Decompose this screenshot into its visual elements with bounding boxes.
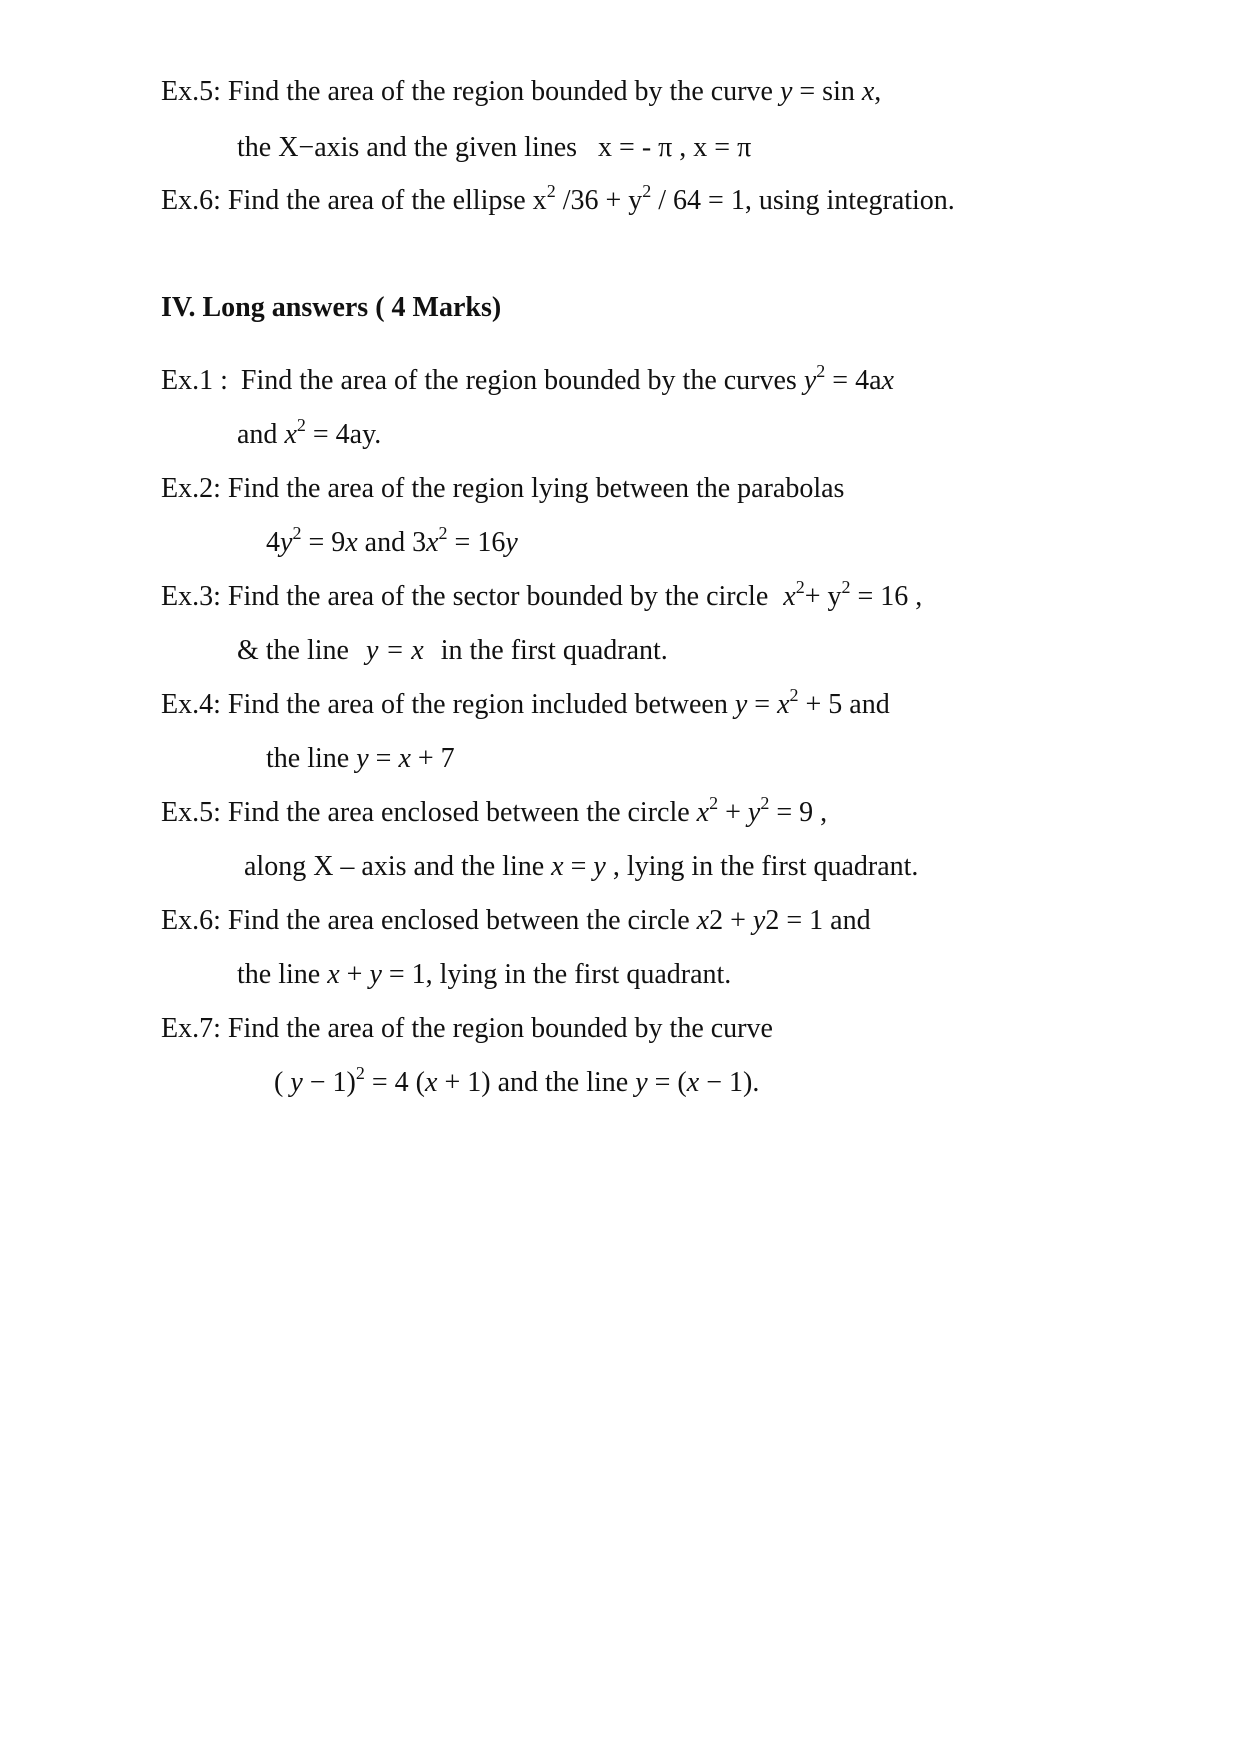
math-text: (: [274, 1067, 291, 1098]
math-text: the line: [237, 959, 328, 990]
math-var: y: [752, 905, 766, 936]
superscript: 2: [709, 792, 719, 813]
math-text: , lying in the first quadrant.: [605, 851, 919, 882]
s4-ex6-line1: [161, 904, 871, 938]
superscript: 2: [292, 522, 302, 543]
s3-ex5-text2: the X−axis and the given lines: [237, 132, 578, 163]
s3-ex5-line2: [237, 131, 751, 165]
superscript: 2: [355, 1062, 365, 1083]
math-text: =: [368, 743, 399, 774]
math-text: + 7: [410, 743, 455, 774]
s4-ex7-line1: [161, 1012, 773, 1046]
superscript: 2: [760, 792, 770, 813]
s4-ex4-line1: [161, 684, 890, 722]
math-var: x: [426, 527, 439, 558]
math-var: x: [551, 851, 564, 882]
s4-ex4-line2: [266, 742, 455, 776]
superscript: 2: [642, 180, 652, 201]
math-text: +: [718, 797, 748, 828]
s4-ex2-line1: [161, 472, 844, 506]
math-text: = 9: [301, 527, 346, 558]
s4-ex3-text: Find the area of the sector bounded by the circle: [227, 581, 769, 612]
math-var: x: [777, 689, 790, 720]
s4-ex7-text: Find the area of the region bounded by the curve: [227, 1013, 773, 1044]
superscript: 2: [546, 180, 556, 201]
math-var: y: [734, 689, 748, 720]
s4-ex7-line2: [274, 1062, 760, 1100]
s4-ex1-text: Find the area of the region bounded by the curves: [240, 365, 797, 396]
superscript: 2: [296, 414, 306, 435]
math-text: and: [237, 419, 285, 450]
math-var: y = x: [365, 635, 424, 666]
s4-ex3-line1: [161, 576, 923, 614]
math-text: / 64 = 1, using integration.: [651, 185, 955, 216]
math-var: x: [783, 581, 796, 612]
math-var: x: [398, 743, 411, 774]
math-text: + 1) and the line: [437, 1067, 636, 1098]
math-var: x: [425, 1067, 438, 1098]
superscript: 2: [795, 576, 805, 597]
s4-ex6-label: Ex.6:: [161, 905, 221, 936]
math-var: x: [881, 365, 894, 396]
math-var: y: [593, 851, 606, 882]
s4-ex2-text: Find the area of the region lying between the parabolas: [227, 473, 845, 504]
math-var: y: [803, 365, 817, 396]
math-text: = 4 (: [364, 1067, 426, 1098]
math-text: /36 + y: [555, 185, 643, 216]
math-text: = 1, lying in the first quadrant.: [381, 959, 732, 990]
s4-ex2-line2: [266, 522, 518, 560]
math-var: y: [280, 527, 293, 558]
math-text: + 5 and: [798, 689, 890, 720]
s3-ex6-line1: [161, 180, 955, 218]
math-text: .: [374, 419, 382, 450]
math-text: 2 = 1 and: [765, 905, 871, 936]
s4-ex5-text: Find the area enclosed between the circle: [227, 797, 690, 828]
math-var: x: [686, 1067, 700, 1098]
math-text: = 4a: [825, 365, 882, 396]
math-text: in the first quadrant.: [440, 635, 668, 666]
s3-ex5-line1: [161, 75, 881, 109]
math-text: = sin: [792, 76, 862, 107]
superscript: 2: [438, 522, 448, 543]
superscript: 2: [789, 684, 799, 705]
math-text: 2 +: [709, 905, 753, 936]
math-var: x: [327, 959, 340, 990]
math-text: + y: [804, 581, 842, 612]
math-text: and 3: [357, 527, 427, 558]
math-text: y: [362, 419, 375, 450]
math-text: ,: [874, 76, 882, 107]
math-text: = 16 ,: [850, 581, 923, 612]
math-var: x: [284, 419, 297, 450]
s3-ex5-text: Find the area of the region bounded by the curve: [227, 76, 773, 107]
s4-ex3-label: Ex.3:: [161, 581, 221, 612]
s4-ex3-line2: [237, 634, 668, 668]
math-var: y: [505, 527, 518, 558]
s4-ex5-line1: [161, 792, 828, 830]
math-text: = 9 ,: [769, 797, 828, 828]
math-text: − 1): [302, 1067, 356, 1098]
math-var: x: [696, 905, 710, 936]
math-text: =: [747, 689, 778, 720]
math-var: y: [369, 959, 382, 990]
math-text: the line: [266, 743, 357, 774]
s4-ex5-line2: [244, 850, 918, 884]
math-text: +: [339, 959, 370, 990]
s4-ex1-line1: [161, 360, 894, 398]
math-text: =: [563, 851, 594, 882]
math-var: y: [635, 1067, 648, 1098]
math-text: & the line: [237, 635, 349, 666]
math-var: x: [861, 76, 875, 107]
math-text: = 16: [447, 527, 506, 558]
section-heading: IV. Long answers ( 4 Marks): [161, 292, 502, 323]
s4-ex6-text: Find the area enclosed between the circle: [227, 905, 690, 936]
math-text: along X – axis and the line: [244, 851, 552, 882]
math-var: y: [356, 743, 369, 774]
s4-ex1-label: Ex.1 :: [161, 365, 228, 396]
superscript: 2: [816, 360, 826, 381]
s4-ex1-line2: [237, 414, 382, 452]
s4-ex7-label: Ex.7:: [161, 1013, 221, 1044]
math-text: 4: [266, 527, 280, 558]
s3-ex6-text: Find the area of the ellipse x: [227, 185, 547, 216]
s3-ex6-label: Ex.6:: [161, 185, 221, 216]
math-var: x: [696, 797, 710, 828]
s4-ex2-label: Ex.2:: [161, 473, 221, 504]
math-var: y: [747, 797, 761, 828]
s4-ex6-line2: [237, 958, 731, 992]
math-text: − 1).: [699, 1067, 760, 1098]
s4-ex4-label: Ex.4:: [161, 689, 221, 720]
math-text: = 4a: [305, 419, 363, 450]
superscript: 2: [841, 576, 851, 597]
math-text: = (: [647, 1067, 687, 1098]
math-var: y: [290, 1067, 303, 1098]
math-text: x = - π , x = π: [598, 132, 752, 163]
s4-ex4-text: Find the area of the region included between: [227, 689, 728, 720]
s4-ex5-label: Ex.5:: [161, 797, 221, 828]
math-var: y: [779, 76, 793, 107]
math-var: x: [345, 527, 358, 558]
s3-ex5-label: Ex.5:: [161, 76, 221, 107]
